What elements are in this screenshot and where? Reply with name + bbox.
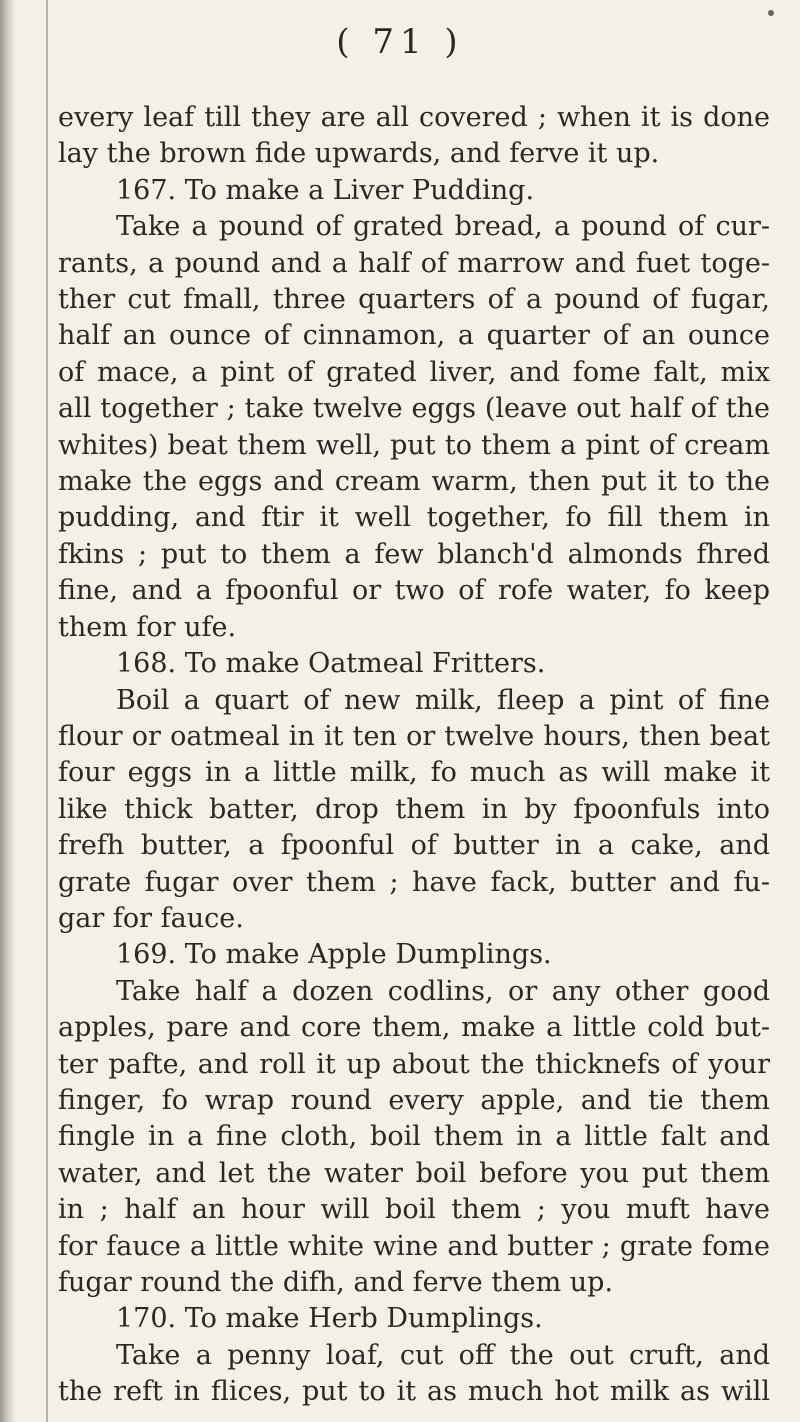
text-line: of mace, a pint of grated liver, and fome falt, mix	[58, 356, 770, 388]
text-line: make the eggs and cream warm, then put it to the	[58, 466, 770, 498]
text-line: the reft in flices, put to it as much hot milk as will	[58, 1376, 770, 1408]
text-line: fine, and a fpoonful or two of rofe water, fo keep	[58, 575, 770, 607]
text-line: four eggs in a little milk, fo much as will make it	[58, 757, 770, 789]
ink-spot	[768, 10, 774, 16]
page-text	[58, 100, 770, 1411]
text-line: finger, fo wrap round every apple, and tie them	[58, 1084, 770, 1116]
text-line: Take a pound of grated bread, a pound of cur-	[116, 211, 770, 243]
text-line: Take a penny loaf, cut off the out cruft, and	[116, 1339, 770, 1371]
text-line: flour or oatmeal in it ten or twelve hours, then beat	[58, 720, 770, 752]
text-line: every leaf till they are all covered ; when it is done	[58, 102, 770, 133]
text-line: them for ufe.	[58, 611, 237, 643]
recipe-heading: 167. To make a Liver Pudding.	[116, 174, 535, 206]
text-line: gar for fauce.	[58, 902, 244, 934]
text-line: frefh butter, a fpoonful of butter in a cake, and	[58, 830, 770, 862]
text-line: grate fugar over them ; have fack, butter and fu-	[58, 866, 770, 898]
recipe-heading: 168. To make Oatmeal Fritters.	[116, 648, 546, 680]
page-binding-shadow	[0, 0, 16, 1422]
text-line: water, and let the water boil before you put them	[58, 1157, 770, 1189]
text-line: Take half a dozen codlins, or any other good	[116, 975, 770, 1007]
text-line: for fauce a little white wine and butter ; grate fome	[58, 1230, 770, 1262]
text-line: pudding, and ftir it well together, fo fill them in	[58, 502, 770, 534]
recipe-heading: 169. To make Apple Dumplings.	[116, 939, 552, 971]
text-line: fugar round the difh, and ferve them up.	[58, 1267, 614, 1298]
text-line: apples, pare and core them, make a little cold but-	[58, 1012, 770, 1044]
text-line: ter pafte, and roll it up about the thicknefs of your	[58, 1048, 770, 1080]
text-line: lay the brown fide upwards, and ferve it up.	[58, 138, 660, 170]
recipe-heading: 170. To make Herb Dumplings.	[116, 1303, 543, 1335]
text-line: rants, a pound and a half of marrow and fuet toge-	[58, 247, 770, 279]
text-line: whites) beat them well, put to them a pint of cream	[58, 429, 770, 461]
text-line: ther cut fmall, three quarters of a pound of fugar,	[58, 284, 770, 316]
text-line: like thick batter, drop them in by fpoonfuls into	[58, 793, 770, 825]
text-line: half an ounce of cinnamon, a quarter of an ounce	[58, 320, 770, 352]
text-line: Boil a quart of new milk, fleep a pint of fine	[116, 684, 770, 716]
text-line: all together ; take twelve eggs (leave out half of the	[58, 393, 770, 425]
text-line: fkins ; put to them a few blanch'd almonds fhred	[58, 538, 770, 570]
text-line: fingle in a fine cloth, boil them in a little falt and	[58, 1121, 770, 1153]
text-line: in ; half an hour will boil them ; you muft have	[58, 1194, 770, 1226]
page-fold-line	[46, 0, 48, 1422]
page-number: ( 71 )	[336, 22, 464, 62]
